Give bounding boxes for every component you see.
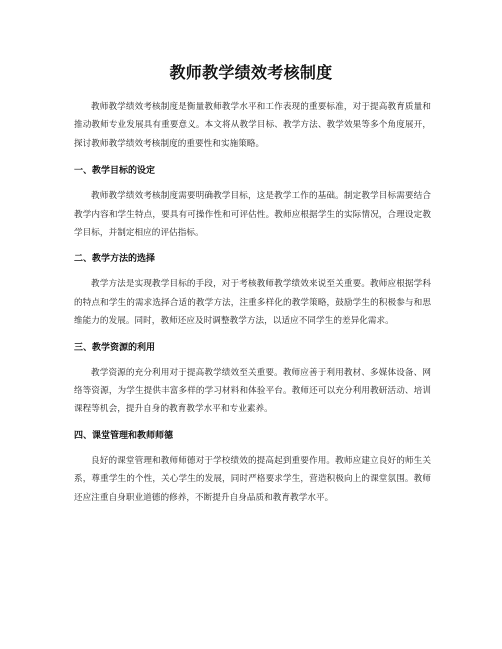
section-4-heading: 四、课堂管理和教师师德 bbox=[74, 430, 174, 441]
section-3-heading: 三、教学资源的利用 bbox=[74, 342, 156, 353]
section-2-body: 教学方法是实现教学目标的手段，对于考核教师教学绩效来说至关重要。教师应根据学科的特点和学生的需求选择合适的教学方法，注重多样化的教学策略，鼓励学生的积极参与和思维能力的发展。同时，教师还应及时调整教学方法，以适应不同学生的差异化需求。 bbox=[74, 279, 431, 327]
section-3-body: 教学资源的充分利用对于提高教学绩效至关重要。教师应善于利用教材、多媒体设备、网络等资源，为学生提供丰富多样的学习材料和体验平台。教师还可以充分利用教研活动、培训课程等机会，提升自身的教育教学水平和专业素养。 bbox=[74, 367, 431, 415]
section-1-heading: 一、教学目标的设定 bbox=[74, 166, 156, 177]
intro-paragraph: 教师教学绩效考核制度是衡量教师教学水平和工作表现的重要标准，对于提高教育质量和推动教师专业发展具有重要意义。本文将从教学目标、教学方法、教学效果等多个角度展开，探讨教师教学绩效考核制度的重要性和实施策略。 bbox=[74, 102, 431, 149]
page-title: 教师教学绩效考核制度 bbox=[169, 63, 333, 82]
section-2-heading: 二、教学方法的选择 bbox=[74, 254, 156, 265]
section-1-body: 教师教学绩效考核制度需要明确教学目标，这是教学工作的基础。制定教学目标需要结合教学内容和学生特点，要具有可操作性和可评估性。教师应根据学生的实际情况，合理设定教学目标，并制定相应的评估指标。 bbox=[74, 191, 431, 239]
document-body bbox=[74, 98, 431, 517]
section-4-body: 良好的课堂管理和教师师德对于学校绩效的提高起到重要作用。教师应建立良好的师生关系，尊重学生的个性，关心学生的发展，同时严格要求学生，营造积极向上的课堂氛围。教师还应注重自身职业道德的修养，不断提升自身品质和教育教学水平。 bbox=[74, 455, 431, 503]
